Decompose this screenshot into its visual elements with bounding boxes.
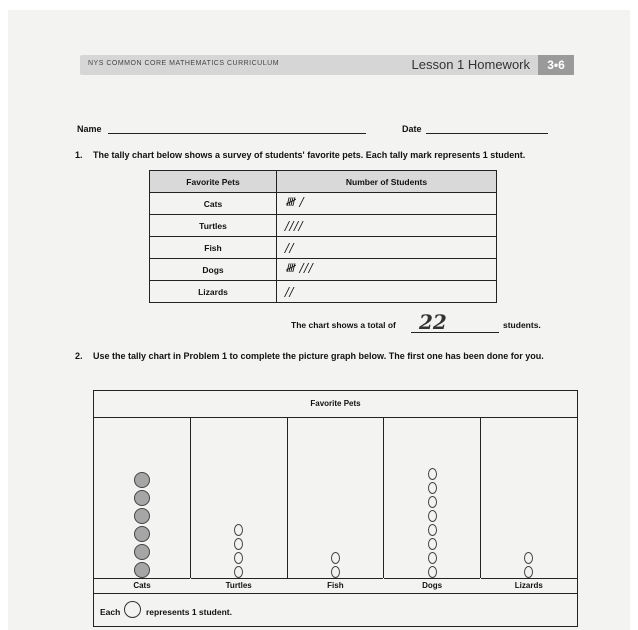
total-prefix: The chart shows a total of	[291, 320, 396, 330]
circle-stack	[384, 466, 480, 578]
picture-graph	[93, 390, 578, 627]
circle-mark	[234, 538, 243, 550]
problem-2-text: Use the tally chart in Problem 1 to complete the picture graph below. The first one has been done for you.	[93, 351, 544, 361]
circle-mark	[428, 496, 437, 508]
circle-mark	[134, 526, 150, 542]
table-row	[150, 281, 497, 303]
circle-stack	[191, 522, 287, 578]
pet-name: Lizards	[150, 281, 277, 303]
circle-mark	[134, 508, 150, 524]
table-row	[150, 215, 497, 237]
circle-mark	[428, 552, 437, 564]
x-label-dogs: Dogs	[384, 578, 480, 593]
circle-mark	[428, 510, 437, 522]
header-favorite-pets: Favorite Pets	[150, 171, 277, 193]
circle-mark	[134, 490, 150, 506]
table-row	[150, 237, 497, 259]
graph-column-cats	[94, 418, 191, 578]
graph-column-turtles	[191, 418, 288, 578]
circle-mark	[428, 468, 437, 480]
tally-marks: 𝍸 /	[277, 193, 497, 215]
legend-text: represents 1 student.	[146, 607, 232, 617]
graph-column-dogs	[384, 418, 481, 578]
graph-column-fish	[287, 418, 384, 578]
circle-mark	[234, 524, 243, 536]
circle-mark	[428, 482, 437, 494]
circle-stack	[481, 550, 577, 578]
x-label-fish: Fish	[287, 578, 383, 593]
x-label-lizards: Lizards	[481, 578, 577, 593]
problem-1-number: 1.	[75, 150, 83, 160]
circle-mark	[234, 566, 243, 578]
circle-mark	[428, 566, 437, 578]
problem-1-text: The tally chart below shows a survey of students' favorite pets. Each tally mark represents 1 student.	[93, 150, 526, 160]
tally-marks: //	[277, 237, 497, 259]
total-sentence	[291, 310, 541, 334]
circle-mark	[234, 552, 243, 564]
graph-column-lizards	[481, 418, 578, 578]
circle-mark	[428, 538, 437, 550]
circle-mark	[331, 566, 340, 578]
circle-mark	[524, 552, 533, 564]
date-label: Date	[402, 124, 422, 134]
curriculum-label: NYS COMMON CORE MATHEMATICS CURRICULUM	[88, 60, 280, 67]
problem-1	[75, 149, 565, 163]
graph-legend	[94, 593, 577, 626]
name-field[interactable]	[108, 133, 366, 134]
x-label-cats: Cats	[94, 578, 190, 593]
graph-title: Favorite Pets	[94, 391, 577, 418]
circle-mark	[134, 562, 150, 578]
circle-mark	[428, 524, 437, 536]
legend-each: Each	[100, 607, 121, 617]
header-number-of-students: Number of Students	[277, 171, 497, 193]
tally-marks: //	[277, 281, 497, 303]
problem-2-number: 2.	[75, 351, 83, 361]
header-banner	[80, 55, 574, 75]
pet-name: Dogs	[150, 259, 277, 281]
name-label: Name	[77, 124, 102, 134]
circle-mark	[134, 472, 150, 488]
pet-name: Fish	[150, 237, 277, 259]
circle-mark	[331, 552, 340, 564]
pet-name: Cats	[150, 193, 277, 215]
circle-mark	[134, 544, 150, 560]
total-answer: 22	[419, 310, 447, 334]
circle-stack	[94, 470, 190, 578]
circle-mark	[524, 566, 533, 578]
total-suffix: students.	[503, 320, 541, 330]
legend-circle-icon	[124, 601, 141, 618]
problem-2	[75, 350, 565, 378]
grade-badge: 3•6	[538, 55, 574, 75]
circle-stack	[287, 550, 383, 578]
tally-marks: 𝍸 ///	[277, 259, 497, 281]
pet-name: Turtles	[150, 215, 277, 237]
tally-marks: ////	[277, 215, 497, 237]
lesson-title: Lesson 1 Homework	[411, 57, 530, 72]
table-row	[150, 259, 497, 281]
date-field[interactable]	[426, 133, 548, 134]
table-row	[150, 193, 497, 215]
x-label-turtles: Turtles	[191, 578, 287, 593]
tally-chart	[149, 170, 497, 303]
